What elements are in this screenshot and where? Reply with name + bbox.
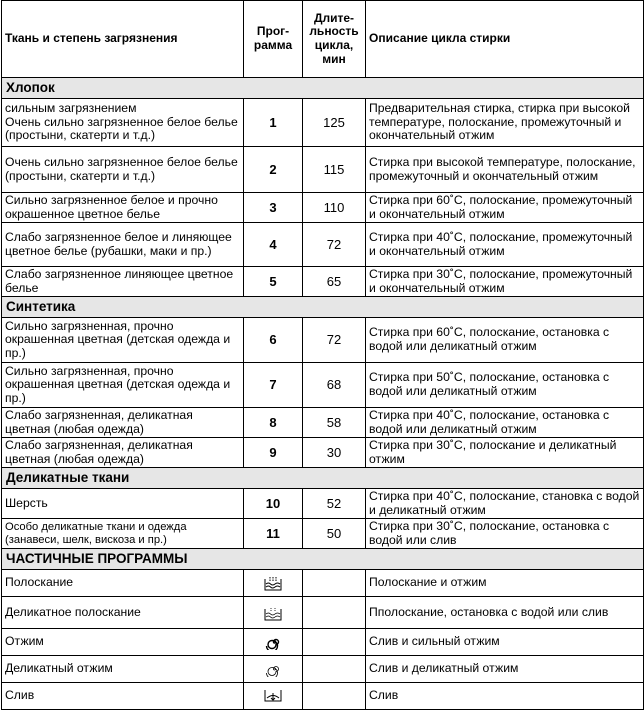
program-cell: 7 xyxy=(244,363,303,408)
fabric-cell: Слив xyxy=(2,683,244,710)
description-cell: Стирка при 40˚С, полоскание, становка с водой и деликатный отжим xyxy=(366,489,644,519)
description-cell: Полоскание и отжим xyxy=(366,570,644,597)
table-row xyxy=(2,223,644,267)
delicate-rinse-icon xyxy=(264,605,282,621)
description-cell: Стирка при 60˚С, полоскание, остановка с водой или деликатный отжим xyxy=(366,318,644,363)
description-cell: Стирка при высокой температуре, полоскание, промежуточный и окончательный отжим xyxy=(366,147,644,193)
program-cell: 1 xyxy=(244,99,303,147)
fabric-cell: Сильно загрязненная, прочно окрашенная цветная (детская одежда и пр.) xyxy=(2,363,244,408)
description-cell: Стирка при 30˚С, полоскание и деликатный отжим xyxy=(366,438,644,468)
duration-cell: 72 xyxy=(303,318,366,363)
section-title: ЧАСТИЧНЫЕ ПРОГРАММЫ xyxy=(2,549,644,570)
fabric-cell: Сильно загрязненная, прочно окрашенная цветная (детская одежда и пр.) xyxy=(2,318,244,363)
duration-cell: 58 xyxy=(303,408,366,438)
table-row xyxy=(2,99,644,147)
duration-cell xyxy=(303,597,366,629)
table-row xyxy=(2,683,644,710)
table-row xyxy=(2,519,644,549)
section-delicate xyxy=(2,468,644,489)
duration-cell xyxy=(303,570,366,597)
header-program: Прог- рамма xyxy=(244,1,303,78)
description-cell: Предварительная стирка, стирка при высокой температуре, полоскание, промежуточный и окончательный отжим xyxy=(366,99,644,147)
table-row xyxy=(2,656,644,683)
icon-cell xyxy=(244,629,303,656)
fabric-cell: Слабо загрязненное линяющее цветное белье xyxy=(2,267,244,297)
table-row xyxy=(2,570,644,597)
fabric-cell: Полоскание xyxy=(2,570,244,597)
table-row xyxy=(2,597,644,629)
icon-cell xyxy=(244,656,303,683)
duration-cell: 65 xyxy=(303,267,366,297)
duration-cell: 125 xyxy=(303,99,366,147)
fabric-cell: Слабо загрязненная, деликатная цветная (любая одежда) xyxy=(2,438,244,468)
drain-icon xyxy=(263,688,283,704)
program-cell: 4 xyxy=(244,223,303,267)
table-row xyxy=(2,147,644,193)
header-duration: Длите- льность цикла, мин xyxy=(303,1,366,78)
table-row xyxy=(2,408,644,438)
description-cell: Слив xyxy=(366,683,644,710)
header-description: Описание цикла стирки xyxy=(366,1,644,78)
table-row xyxy=(2,363,644,408)
program-cell: 11 xyxy=(244,519,303,549)
fabric-cell: сильным загрязнением Очень сильно загрязненное белое белье (простыни, скатерти и т.д.) xyxy=(2,99,244,147)
table-row xyxy=(2,267,644,297)
table-row xyxy=(2,629,644,656)
fabric-cell: Деликатный отжим xyxy=(2,656,244,683)
duration-cell xyxy=(303,629,366,656)
section-partial xyxy=(2,549,644,570)
duration-cell: 30 xyxy=(303,438,366,468)
table-row xyxy=(2,438,644,468)
duration-cell xyxy=(303,683,366,710)
description-cell: Пполоскание, остановка с водой или слив xyxy=(366,597,644,629)
duration-cell: 68 xyxy=(303,363,366,408)
program-cell: 10 xyxy=(244,489,303,519)
duration-cell: 110 xyxy=(303,193,366,223)
description-cell: Слив и сильный отжим xyxy=(366,629,644,656)
section-cotton xyxy=(2,78,644,99)
table-row xyxy=(2,489,644,519)
fabric-cell: Сильно загрязненное белое и прочно окрашенное цветное белье xyxy=(2,193,244,223)
program-cell: 3 xyxy=(244,193,303,223)
fabric-cell: Очень сильно загрязненное белое белье (простыни, скатерти и т.д.) xyxy=(2,147,244,193)
header-fabric: Ткань и степень загрязнения xyxy=(2,1,244,78)
program-cell: 2 xyxy=(244,147,303,193)
duration-cell: 115 xyxy=(303,147,366,193)
program-cell: 8 xyxy=(244,408,303,438)
duration-cell: 52 xyxy=(303,489,366,519)
wash-program-table xyxy=(1,0,644,710)
fabric-cell: Деликатное полоскание xyxy=(2,597,244,629)
icon-cell xyxy=(244,570,303,597)
fabric-cell: Слабо загрязненное белое и линяющее цветное белье (рубашки, маки и пр.) xyxy=(2,223,244,267)
program-cell: 5 xyxy=(244,267,303,297)
description-cell: Стирка при 40˚С, полоскание, промежуточный и окончательный отжим xyxy=(366,223,644,267)
duration-cell: 72 xyxy=(303,223,366,267)
program-cell: 9 xyxy=(244,438,303,468)
program-cell: 6 xyxy=(244,318,303,363)
description-cell: Стирка при 30˚С, полоскание, остановка с водой или слив xyxy=(366,519,644,549)
section-title: Хлопок xyxy=(2,78,644,99)
fabric-cell: Шерсть xyxy=(2,489,244,519)
icon-cell xyxy=(244,683,303,710)
rinse-icon xyxy=(264,575,282,591)
icon-cell xyxy=(244,597,303,629)
table-header-row xyxy=(2,1,644,78)
description-cell: Стирка при 60˚С, полоскание, промежуточный и окончательный отжим xyxy=(366,193,644,223)
section-synthetics xyxy=(2,297,644,318)
table-row xyxy=(2,318,644,363)
fabric-cell: Слабо загрязненная, деликатная цветная (любая одежда) xyxy=(2,408,244,438)
fabric-cell: Отжим xyxy=(2,629,244,656)
section-title: Синтетика xyxy=(2,297,644,318)
spin-icon xyxy=(265,634,281,650)
delicate-spin-icon xyxy=(265,661,281,677)
description-cell: Слив и деликатный отжим xyxy=(366,656,644,683)
fabric-cell: Особо деликатные ткани и одежда (занавеси, шелк, вискоза и пр.) xyxy=(2,519,244,549)
table-row xyxy=(2,193,644,223)
description-cell: Стирка при 40˚С, полоскание, остановка с водой или деликатный отжим xyxy=(366,408,644,438)
duration-cell: 50 xyxy=(303,519,366,549)
duration-cell xyxy=(303,656,366,683)
description-cell: Стирка при 30˚С, полоскание, промежуточный и окончательный отжим xyxy=(366,267,644,297)
description-cell: Стирка при 50˚С, полоскание, остановка с водой или деликатный отжим xyxy=(366,363,644,408)
section-title: Деликатные ткани xyxy=(2,468,644,489)
